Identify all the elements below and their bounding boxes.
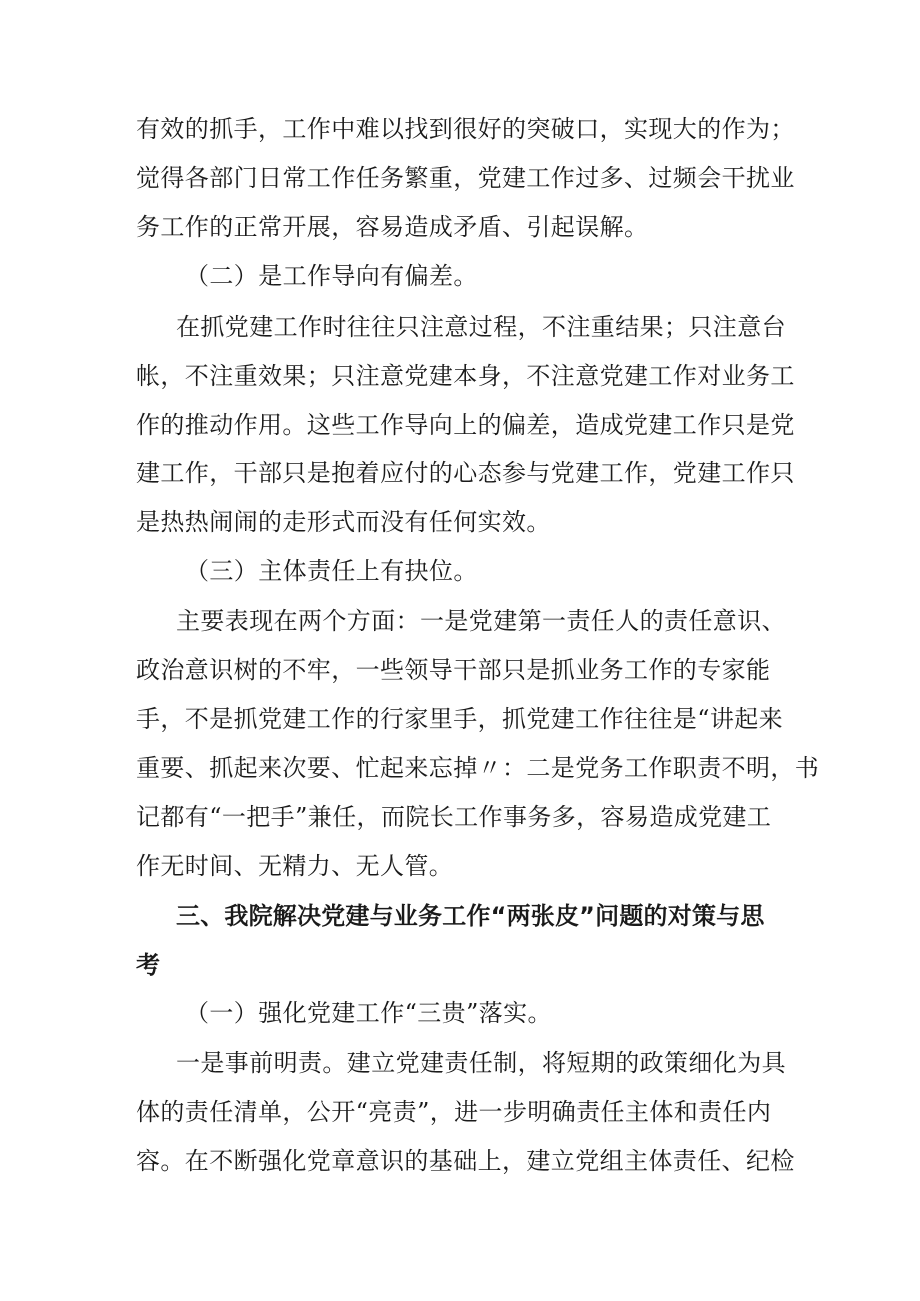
text-line: 是热热闹闹的走形式而没有任何实效。	[136, 508, 551, 536]
text-line: 记都有“一把手”兼任，而院长工作事务多，容易造成党建工	[136, 803, 772, 831]
text-line: 作的推动作用。这些工作导向上的偏差，造成党建工作只是党	[136, 411, 795, 439]
text-line: 重要、抓起来次要、忙起来忘掉〃：二是党务工作职责不明，书	[136, 754, 820, 782]
text-line: 政治意识树的不牢，一些领导干部只是抓业务工作的专家能	[136, 656, 771, 684]
section-heading-continued: 考	[136, 951, 161, 979]
text-line: 手，不是抓党建工作的行家里手，抓党建工作往往是“讲起来	[136, 705, 784, 733]
text-line: 容。在不断强化党章意识的基础上，建立党组主体责任、纪检	[136, 1147, 795, 1175]
paragraph-first-line: 主要表现在两个方面：一是党建第一责任人的责任意识、	[176, 607, 786, 635]
paragraph-first-line: 一是事前明责。建立党建责任制，将短期的政策细化为具	[176, 1049, 786, 1077]
section-subheading: （一）强化党建工作“三贵”落实。	[185, 999, 552, 1027]
paragraph-first-line: 在抓党建工作时往往只注意过程，不注重结果；只注意台	[176, 313, 786, 341]
text-line: 觉得各部门日常工作任务繁重，党建工作过多、过频会干扰业	[136, 164, 795, 192]
section-subheading: （二）是工作导向有偏差。	[185, 262, 478, 290]
text-line: 务工作的正常开展，容易造成矛盾、引起误解。	[136, 213, 649, 241]
text-line: 有效的抓手，工作中难以找到很好的突破口，实现大的作为；	[136, 115, 795, 143]
text-line: 作无时间、无精力、无人管。	[136, 852, 454, 880]
text-line: 帐，不注重效果；只注意党建本身，不注意党建工作对业务工	[136, 362, 795, 390]
section-subheading: （三）主体责任上有抉位。	[185, 557, 478, 585]
section-heading: 三、我院解决党建与业务工作“两张皮”问题的对策与思	[176, 902, 765, 930]
text-line: 体的责任清单，公开“亮责”，进一步明确责任主体和责任内	[136, 1098, 772, 1126]
text-line: 建工作，干部只是抱着应付的心态参与党建工作，党建工作只	[136, 459, 795, 487]
